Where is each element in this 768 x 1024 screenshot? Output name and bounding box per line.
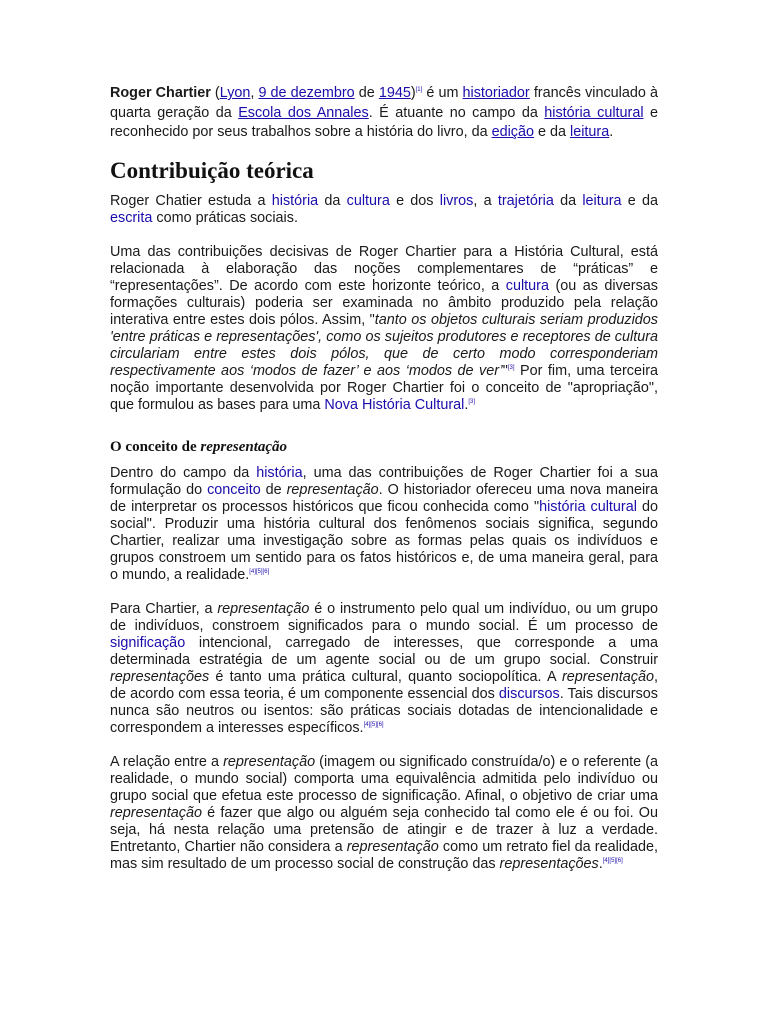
section2-paragraph-1: Dentro do campo da história, uma das contribuições de Roger Chartier foi a sua formulação do conceito de representação. O historiador ofereceu uma nova maneira de interpretar os processos históricos que ficou conhecida como "história cultural do social". Produzir uma história cultural dos fenômenos sociais significa, segundo Chartier, realizar uma investigação sobre as formas pelas quais os indivíduos e grupos constroem um sentido para os fatos históricos e, de uma maneira geral, para o mundo, a realidade.[4][5][6] [110, 464, 658, 583]
link-significacao[interactable]: significação [110, 634, 186, 651]
link-cultura-2[interactable]: cultura [505, 277, 549, 294]
link-edicao[interactable]: edição [491, 124, 534, 140]
link-historia-2[interactable]: história [256, 464, 303, 481]
link-livros[interactable]: livros [439, 192, 474, 209]
section2-paragraph-3: A relação entre a representação (imagem ou significado construída/o) e o referente (a realidade, o mundo social) comporta uma equivalência admitida pelo indivíduo ou grupo social que efetua este processo de significação. Afinal, o objetivo de criar uma representação é fazer que algo ou alguém seja conhecido tal como ele é ou foi. Ou seja, há nesta relação uma pretensão de atingir e de trazer à luz a verdade. Entretanto, Chartier não considera a representação como um retrato fiel da realidade, mas sim resultado de um processo social de construção das representações.[4][5][6] [110, 753, 659, 872]
link-nova-historia-cultural[interactable]: Nova História Cultural [324, 396, 465, 413]
link-escola-dos-annales[interactable]: Escola dos Annales [238, 104, 369, 121]
link-trajetoria[interactable]: trajetória [497, 192, 554, 209]
link-leitura[interactable]: leitura [570, 124, 610, 140]
intro-paragraph: Roger Chartier (Lyon, 9 de dezembro de 1945)[1] é um historiador francês vinculado à quarta geração da Escola dos Annales. É atuante no campo da história cultural e reconhecido por seus trabalhos sobre a história do livro, da edição e da leitura. [110, 85, 658, 140]
link-cultura[interactable]: cultura [346, 192, 390, 209]
reference-marker[interactable]: [1] [415, 87, 423, 94]
section2-paragraph-2: Para Chartier, a representação é o instrumento pelo qual um indivíduo, ou um grupo de indivíduos, constroem significados para o mundo social. É um processo de significação intencional, carregado de interesses, que corresponde a uma determinada estratégia de um agente social ou de um grupo social. Construir representações é tanto uma prática cultural, quanto sociopolítica. A representação, de acordo com essa teoria, é um componente essencial dos discursos. Tais discursos nunca são neutros ou isentos: são práticas sociais dotadas de intencionalidade e correspondem a interesses específicos.[4][5][6] [110, 600, 658, 736]
section1-paragraph-2: Uma das contribuições decisivas de Roger Chartier para a História Cultural, está relacionada à elaboração das noções complementares de “práticas” e “representações”. De acordo com este horizonte teórico, a cultura (ou as diversas formações culturais) poderia ser examinada no âmbito produzido pela relação interativa entre estes dois pólos. Assim, "tanto os objetos culturais seriam produzidos 'entre práticas e representações', como os sujeitos produtores e receptores de cultura circulariam entre estes dois pólos, que de certo modo corresponderiam respectivamente aos ‘modos de fazer’ e aos ‘modos de ver’"[3] Por fim, uma terceira noção importante desenvolvida por Roger Chartier foi o conceito de "apropriação", que formulou as bases para uma Nova História Cultural.[3] [110, 243, 658, 413]
link-escrita[interactable]: escrita [110, 209, 153, 226]
reference-marker[interactable]: [4][5][6] [363, 721, 384, 728]
section1-paragraph-1: Roger Chatier estuda a história da cultura e dos livros, a trajetória da leitura e da escrita como práticas sociais. [110, 192, 658, 226]
link-birth-year[interactable]: 1945 [378, 85, 411, 101]
link-historia[interactable]: história [271, 192, 319, 209]
reference-marker[interactable]: [4][5][6] [249, 568, 270, 575]
link-discursos[interactable]: discursos [498, 685, 560, 702]
link-leitura-2[interactable]: leitura [582, 192, 622, 209]
link-historiador[interactable]: historiador [462, 85, 530, 101]
subject-name: Roger Chartier [110, 85, 211, 101]
link-historia-cultural-2[interactable]: história cultural [539, 498, 637, 515]
link-conceito[interactable]: conceito [207, 481, 261, 498]
link-birth-date[interactable]: 9 de dezembro [258, 85, 355, 101]
section-heading-contribuicao: Contribuição teórica [110, 157, 314, 183]
reference-marker[interactable]: [3] [468, 398, 476, 405]
subsection-heading-representacao: O conceito de representação [110, 438, 288, 455]
reference-marker[interactable]: [3] [507, 364, 515, 371]
quote-text: tanto os objetos culturais seriam produzidos 'entre práticas e representações', como os sujeitos produtores e receptores de cultura circulariam entre estes dois pólos, que de certo modo corresponderiam respectivamente aos ‘modos de fazer’ e aos ‘modos de ver’ [110, 311, 658, 379]
reference-marker[interactable]: [4][5][6] [602, 857, 623, 864]
link-lyon[interactable]: Lyon [219, 85, 251, 101]
link-historia-cultural[interactable]: história cultural [544, 104, 644, 121]
article [110, 84, 658, 873]
